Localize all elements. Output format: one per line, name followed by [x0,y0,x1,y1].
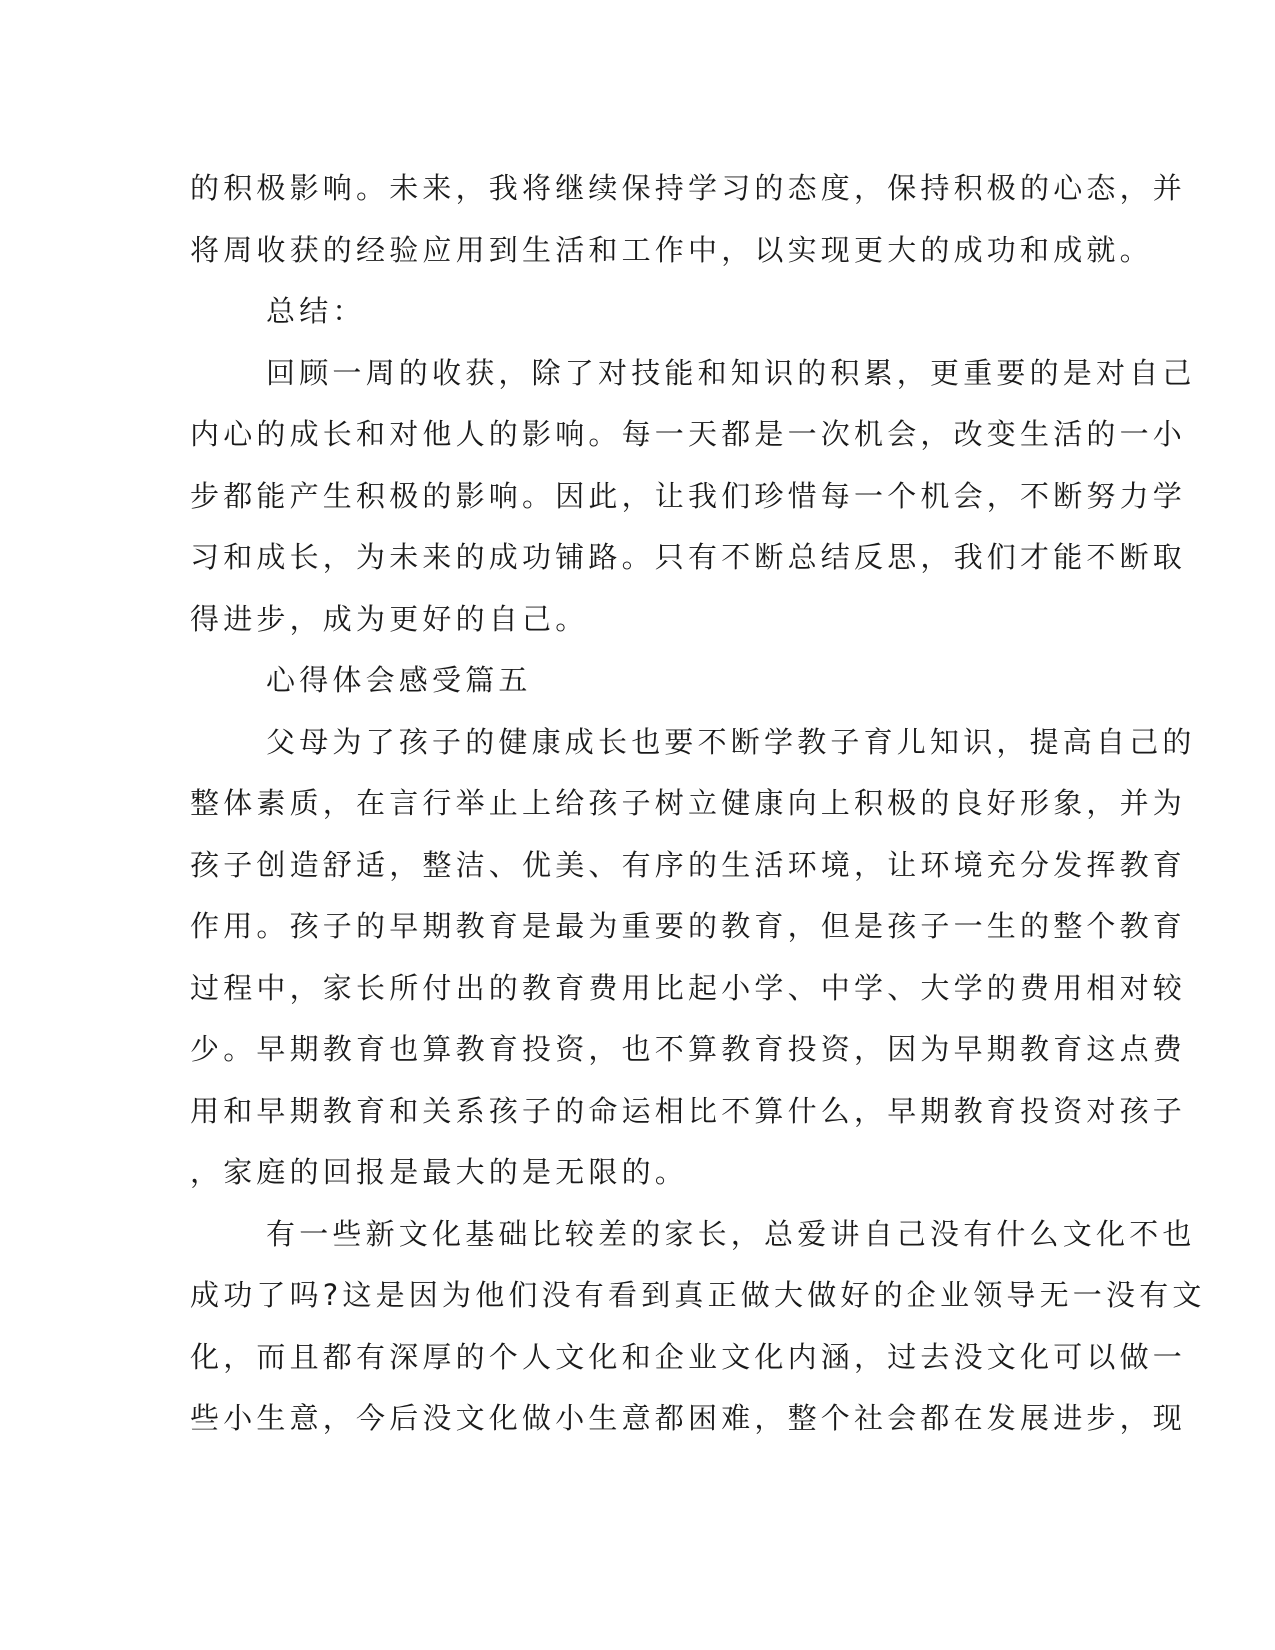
text-line: 少。早期教育也算教育投资，也不算教育投资，因为早期教育这点费 [190,1032,1187,1066]
text-line: 过程中，家长所付出的教育费用比起小学、中学、大学的费用相对较 [190,970,1187,1005]
text-line: 步都能产生积极的影响。因此，让我们珍惜每一个机会，不断努力学 [190,478,1187,513]
text-line: 整体素质，在言行举止上给孩子树立健康向上积极的良好形象，并为 [190,786,1187,820]
paragraph-start: 父母为了孩子的健康成长也要不断学教子育儿知识，提高自己的 [266,724,1196,759]
text-line: 习和成长，为未来的成功铺路。只有不断总结反思，我们才能不断取 [190,540,1187,574]
paragraph-start: 回顾一周的收获，除了对技能和知识的积累，更重要的是对自己 [266,355,1196,390]
section-heading: 总结： [266,294,366,328]
text-line: 得进步，成为更好的自己。 [190,601,589,636]
text-line: 化，而且都有深厚的个人文化和企业文化内涵，过去没文化可以做一 [190,1339,1187,1374]
section-title: 心得体会感受篇五 [266,663,532,697]
text-line: 将周收获的经验应用到生活和工作中，以实现更大的成功和成就。 [190,232,1153,267]
text-line: 用和早期教育和关系孩子的命运相比不算什么，早期教育投资对孩子 [190,1093,1187,1128]
document-body [190,158,1206,1450]
text-line: 作用。孩子的早期教育是最为重要的教育，但是孩子一生的整个教育 [190,909,1187,943]
text-line: ，家庭的回报是最大的是无限的。 [190,1155,689,1189]
text-line: 内心的成长和对他人的影响。每一天都是一次机会，改变生活的一小 [190,417,1187,451]
paragraph-start: 有一些新文化基础比较差的家长，总爱讲自己没有什么文化不也 [266,1216,1196,1251]
text-line: 的积极影响。未来，我将继续保持学习的态度，保持积极的心态，并 [190,171,1187,205]
text-line: 些小生意，今后没文化做小生意都困难，整个社会都在发展进步，现 [190,1401,1187,1435]
text-line: 孩子创造舒适，整洁、优美、有序的生活环境，让环境充分发挥教育 [190,847,1187,882]
text-line: 成功了吗?这是因为他们没有看到真正做大做好的企业领导无一没有文 [190,1278,1206,1312]
